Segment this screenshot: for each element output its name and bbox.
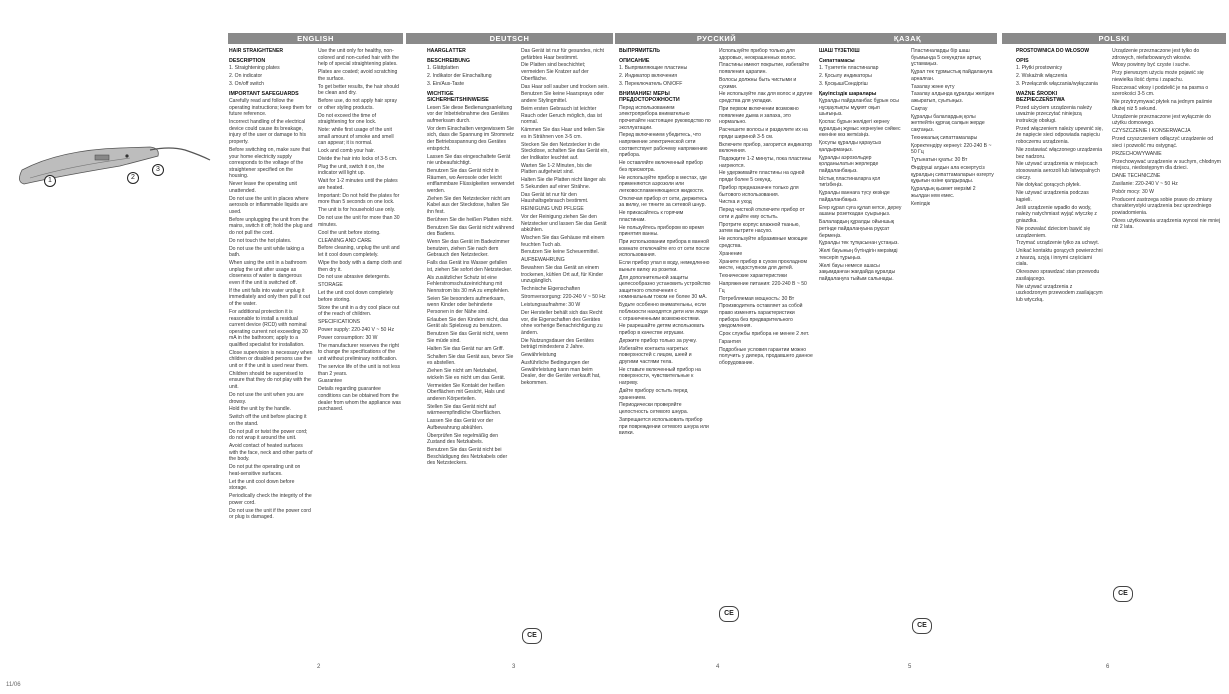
text-line: Das Gerät ist nur für gesundes, nicht gefärbtes Haar bestimmt. [521,48,604,61]
text-line: Тұтынатын қуаты: 30 Вт [911,157,968,164]
text-line: For additional protection it is reasonable to install a residual current device (RCD) with nominal operating current not exceeding 30 mA in the bathroom; apply to a qualified specialist for installation. [229,308,308,348]
text-line: Jeśli urządzenie wpadło do wody, należy natychmiast wyjąć wtyczkę z gniazdka. [1016,204,1097,225]
page-number: 3 [512,664,516,670]
text-line: Before unplugging the unit from the mains, switch it off; hold the plug and do not pull the cord. [229,216,313,236]
text-line: Halten Sie das Gerät nur am Griff. [427,345,504,352]
text-line: Құралды аэрозольдер қолданылатын жерлерде пайдаланбаңыз. [819,154,879,174]
text-line: Do not touch the hot plates. [229,237,292,244]
text-line: При использовании прибора в ванной комнате отключайте его от сети после использования. [619,239,710,259]
safeguards-list-de [427,105,515,467]
text-line: Запрещается использовать прибор при повреждении сетевого шнура или вилки. [619,416,709,437]
text-line: Do not exceed the time of straightening for one lock. [318,112,377,126]
text-line: Do not use abrasive detergents. [318,274,391,281]
text-line: Avoid contact of heated surfaces with the face, neck and other parts of the body. [229,443,313,463]
text-line: Включите прибор, загорится индикатор включения. [719,141,813,155]
page-number: 5 [908,664,912,670]
text-line: При первом включении возможно появление дыма и запаха, это нормально. [719,105,799,126]
text-line: Гарантия [719,338,741,345]
text-line: 2. Indikator der Einschaltung [427,73,492,80]
text-line: Before use, do not apply hair spray or other styling products. [318,98,398,111]
description-list-pl [1016,65,1104,87]
russian-column-2 [719,48,813,668]
text-line: Используйте прибор только для здоровых, неокрашенных волос. [719,48,797,61]
text-line: Cool the unit before storing. [318,229,381,236]
text-line: Nie pozwalać dzieciom bawić się urządzeniem. [1016,225,1091,239]
text-line: 3. On/off switch [229,80,265,87]
page-number: 4 [716,664,720,670]
text-line: Тазалау және күту [911,83,955,90]
text-line: Не удерживайте пластины на одной пряди более 5 секунд. [719,170,805,184]
text-line: Не используйте абразивные моющие средства. [719,236,808,249]
text-line: Unikać kontaktu gorących powierzchni z twarzą, szyją i innymi częściami ciała. [1016,248,1103,268]
corner-print-mark: 11/06 [6,682,21,688]
text-line: Wipe the body with a damp cloth and then dry it. [318,259,402,273]
text-line: Nie używać urządzenia podczas kąpieli. [1016,190,1089,203]
text-line: Note: while first usage of the unit small amount of smoke and smell can appear; it is normal. [318,127,394,147]
text-line: Перед использованием электроприбора внимательно прочитайте настоящее руководство по эксплуатации. [619,104,711,131]
safeguards-list [229,119,313,521]
text-line: Wait for 1-2 minutes until the plates are heated. [318,178,398,191]
text-line: Stromversorgung: 220-240 V ~ 50 Hz [521,294,606,301]
safeguards-heading: IMPORTANT SAFEGUARDS [229,90,299,97]
text-line: Let the unit cool down completely before storing. [318,290,394,303]
product-title-de: HAARGLÄTTER [427,48,466,54]
text-line: Ziehen Sie nicht am Netzkabel, wickeln Sie es nicht um das Gerät. [427,368,506,381]
text-line: Do not use the unit when you are drowsy. [229,391,304,405]
text-line: Falls das Gerät ins Wasser gefallen ist, ziehen Sie sofort den Netzstecker. [427,260,513,273]
section-header-polski: POLSKI [1002,33,1226,44]
text-line: Switch off the unit before placing it on the stand. [229,414,307,427]
text-line: Если прибор упал в воду, немедленно выньте вилку из розетки. [619,260,710,273]
text-line: Хранение [719,250,743,257]
text-line: Important: Do not hold the plates for more than 5 seconds on one lock. [318,192,400,206]
text-line: Stellen Sie das Gerät nicht auf wärmeempfindliche Oberflächen. [427,403,502,417]
text-line: Okresowo sprawdzać stan przewodu zasilającego. [1016,269,1100,282]
text-line: Тазалау алдында құралды желіден ажыратып, суытыңыз. [911,91,995,105]
text-line: Do not put the operating unit on heat-sensitive surfaces. [229,464,301,477]
text-line: Для дополнительной защиты целесообразно установить устройство защитного отключения с номинальным током не более 30 мА. [619,274,711,301]
text-line: Wischen Sie das Gehäuse mit einem feuchten Tuch ab. [521,235,605,248]
text-line: Das Gerät ist nur für den Haushaltsgebrauch bestimmt. [521,191,589,205]
text-line: Избегайте контакта нагретых поверхностей с лицом, шеей и другими частями тела. [619,345,692,365]
text-line: Расчешите волосы и разделите их на пряди шириной 3-5 см. [719,127,808,140]
product-title-kz: ШАШ ТҮЗЕТКІШ [819,48,860,54]
text-line: Қоспас бұрын желідегі кернеу құралдың жұмыс кернеуіне сәйкес екеніне көз жеткізіңіз. [819,119,901,139]
text-line: Құрал тек тұрмыстық пайдалануға арналған. [911,69,993,82]
text-line: Қосулы құралды қараусыз қалдырмаңыз. [819,140,881,153]
text-line: To get better results, the hair should be clean and dry. [318,83,399,97]
russian-column-1 [619,48,711,668]
text-line: Benutzen Sie das Gerät nicht in Räumen, wo Aerosole oder leicht entflammbare Flüssigkeiten verwendet werden. [427,167,515,194]
text-line: Power consumption: 30 W [318,334,378,341]
text-line: Erlauben Sie den Kindern nicht, das Gerät als Spielzeug zu benutzen. [427,316,509,330]
text-line: When using the unit in a bathroom unplug the unit after usage as closeness of water is dangerous even if the unit is switched off. [229,260,307,286]
page-number: 2 [317,664,321,670]
text-line: Держите прибор только за ручку. [619,337,697,344]
safeguards-heading-ru: ВНИМАНИЕ! МЕРЫ ПРЕДОСТОРОЖНОСТИ [619,90,680,104]
text-line: Подождите 1-2 минуты, пока пластины нагреются. [719,155,812,169]
text-line: Let the unit cool down before storage. [229,478,295,492]
text-line: Волосы должны быть чистыми и сухими. [719,76,797,90]
text-line: PRZECHOWYWANIE [1112,150,1162,157]
text-line: Wenn Sie das Gerät im Badezimmer benutzen, ziehen Sie nach dem Gebrauch den Netzstecker. [427,239,510,259]
text-line: Power supply: 220-240 V ~ 50 Hz [318,327,395,334]
text-line: Trzymać urządzenie tylko za uchwyt. [1016,240,1100,247]
text-line: CZYSZCZENIE I KONSERWACJA [1112,128,1191,135]
kazakh-column-2 [911,48,995,668]
text-line: Производитель оставляет за собой право изменять характеристики прибора без предварительного уведомления. [719,303,803,330]
text-line: Vermeiden Sie Kontakt der heißen Oberflächen mit Gesicht, Hals und anderen Körperteilen. [427,382,505,402]
callout-2: 2 [127,172,139,184]
text-line: Nie używać urządzenia w miejscach stosowania aerozoli lub łatwopalnych cieczy. [1016,161,1100,181]
ce-mark-pl: CE [1113,586,1133,602]
text-line: Пластиналарды бір шаш буымында 5 секундтан артық ұстамаңыз. [911,48,981,68]
product-title: HAIR STRAIGHTENER [229,48,284,54]
text-line: 2. Қосылу индикаторы [819,73,872,80]
text-line: Протрите корпус влажной тканью, затем вытрите насухо. [719,221,800,235]
description-list [229,65,313,87]
text-line: Do not use the unit for more than 30 minutes. [318,215,400,228]
text-line: Перед чисткой отключите прибор от сети и дайте ему остыть. [719,207,805,220]
safeguards-list-kz [819,98,903,282]
text-line: Przy pierwszym użyciu może pojawić się niewielka ilość dymu i zapachu. [1112,70,1204,83]
text-line: Die Platten sind beschichtet; vermeiden Sie Kratzer auf der Oberfläche. [521,62,589,82]
text-line: Желі бауының бүтіндігін мерзімді тексеріп тұрыңыз. [819,248,898,261]
text-line: Kämmen Sie das Haar und teilen Sie es in Strähnen von 3-5 cm. [521,127,605,140]
text-line: 3. Przełącznik włączania/wyłączania [1016,80,1098,87]
text-line: Егер құрал суға құлап кетсе, дереу ашаны розеткадан суырыңыз. [819,204,902,218]
text-line: Never leave the operating unit unattended. [229,181,297,194]
text-line: Schalten Sie das Gerät aus, bevor Sie es abstellen. [427,353,514,367]
text-line: Children should be supervised to ensure that they do not play with the unit. [229,370,311,391]
description-heading: DESCRIPTION [229,57,266,64]
text-line: Отключая прибор от сети, держитесь за вилку, не тяните за сетевой шнур. [619,195,708,209]
text-line: Nie zostawiać włączonego urządzenia bez nadzoru. [1016,146,1103,160]
text-line: Przed włączeniem należy upewnić się, że napięcie sieci odpowiada napięciu roboczemu urządzenia. [1016,125,1103,146]
callout-3: 3 [152,164,164,176]
text-line: Benutzen Sie das Gerät nicht, wenn Sie müde sind. [427,331,509,344]
text-line: Будьте особенно внимательны, если поблизости находятся дети или люди с ограниченными возможностями. [619,302,708,322]
text-line: Сақтау [911,105,928,112]
text-line: The unit is for household use only. [318,207,396,214]
text-line: Ziehen Sie den Netzstecker nicht am Kabel aus der Steckdose, halten Sie ihn fest. [427,195,511,215]
text-line: Напряжение питания: 220-240 В ~ 50 Гц [719,281,807,294]
text-line: Benutzen Sie das Gerät nicht bei Beschädigung des Netzkabels oder des Netzsteckers. [427,447,508,467]
text-line: Do not use the unit in places where aerosols or inflammable liquids are used. [229,195,309,215]
ce-mark-de: CE [522,628,542,644]
text-line: Use the unit only for healthy, non-colored and non-curled hair with the help of special straightening plates. [318,48,399,68]
text-line: Не прикасайтесь к горячим пластинам. [619,210,684,223]
text-line: If the unit falls into water unplug it immediately and only then pull it out of the water. [229,287,310,308]
polski-column-1 [1016,48,1104,668]
text-line: Lesen Sie diese Bedienungsanleitung vor der Inbetriebnahme des Gerätes aufmerksam durch. [427,104,513,124]
text-line: Die Nutzungsdauer des Gerätes beträgt mindestens 2 Jahre. [521,337,594,351]
text-line: Құралды тек тұтқасынан ұстаңыз. [819,240,899,247]
kazakh-column-1 [819,48,903,668]
text-line: Store the unit in a dry cool place out of the reach of children. [318,304,400,318]
text-line: 1. Түзететін пластиналар [819,65,879,72]
text-line: Details regarding guarantee conditions can be obtained from the dealer from whom the appliance was purchased. [318,386,401,413]
text-line: Қоректендіру кернеуі: 220-240 В ~ 50 Гц [911,142,992,156]
safeguards-list-ru [619,105,711,437]
text-line: DANE TECHNICZNE [1112,173,1161,180]
text-line: CLEANING AND CARE [318,237,372,244]
text-line: Do not use the unit if the power cord or plug is damaged. [229,507,311,521]
text-line: The manufacturer reserves the right to change the specifications of the unit without preliminary notification. [318,342,399,363]
text-line: Plug the unit, switch it on, the indicator will light up. [318,163,385,177]
text-line: Technische Eigenschaften [521,286,581,293]
text-line: Urządzenie przeznaczone jest wyłącznie do użytku domowego. [1112,113,1211,127]
text-line: Не ставьте включенный прибор на поверхности, чувствительные к нагреву. [619,366,701,387]
text-line: Vor der Reinigung ziehen Sie den Netzstecker und lassen Sie das Gerät abkühlen. [521,213,607,234]
text-line: Benutzen Sie keine Haarsprays oder andere Stylingmittel. [521,91,604,105]
section-header-deutsch: DEUTSCH [406,33,613,44]
text-line: Не оставляйте включенный прибор без присмотра. [619,160,703,173]
text-line: Urządzenie przeznaczone jest tylko do zdrowych, niefarbowanych włosów. [1112,48,1200,61]
text-line: STORAGE [318,282,343,289]
text-line: 1. Płytki prostownicy [1016,65,1063,72]
text-line: Periodically check the integrity of the power cord. [229,493,312,506]
text-line: Als zusätzlicher Schutz ist eine Fehlerstromschutzeinrichtung mit Nennstrom bis 30 mA zu empfehlen. [427,274,510,294]
text-line: Пластины имеют покрытие, избегайте появления царапин. [719,62,810,76]
text-line: Срок службы прибора не менее 2 лет. [719,331,810,338]
text-line: Ausführliche Bedingungen der Gewährleistung kann man beim Dealer, der die Geräte verkauft hat, bekommen. [521,360,601,386]
text-line: Der Hersteller behält sich das Recht vor, die Eigenschaften des Gerätes ohne vorherige Benachrichtigung zu ändern. [521,310,603,336]
text-line: Zasilanie: 220-240 V ~ 50 Hz [1112,180,1178,187]
text-line: Nie przytrzymywać płytek na jednym paśmie dłużej niż 5 sekund. [1112,99,1213,112]
description-heading-kz: Сипаттамасы [819,57,855,64]
text-line: Перед включением убедитесь, что напряжение электрической сети соответствует рабочему напряжению прибора. [619,132,708,159]
product-title-pl: PROSTOWNICA DO WŁOSÓW [1016,48,1090,54]
text-line: Guarantee [318,378,343,385]
text-line: Okres użytkowania urządzenia wynosi nie mniej niż 2 lata. [1112,217,1221,231]
text-line: 3. Қосқыш/Сөндіргіш [819,80,868,87]
text-line: Құралды балалардың қолы жетпейтін құрғақ салқын жерде сақтаңыз. [911,113,985,134]
text-line: Incorrect handling of the electrical device could cause its breakage, injury of the user or damage to his property. [229,119,307,146]
text-line: Не пользуйтесь прибором во время принятия ванны. [619,224,704,238]
text-line: Lock and comb your hair. [318,148,375,155]
text-line: 1. Glättplatten [427,65,459,72]
ce-mark-kz: CE [912,618,932,634]
text-line: 2. Wskaźnik włączenia [1016,73,1068,80]
text-line: Pobór mocy: 30 W [1112,188,1154,195]
text-line: Leistungsaufnahme: 30 W [521,302,581,309]
text-line: Nie dotykać gorących płytek. [1016,182,1081,189]
text-line: Lassen Sie das eingeschaltete Gerät nie unbeaufsichtigt. [427,153,511,167]
safeguards-intro: Carefully read and follow the operating instructions; keep them for future reference. [229,98,312,118]
polski-column-2 [1112,48,1222,668]
text-line: Техникалық сипаттамалары [911,134,978,141]
safeguards-heading-de: WICHTIGE SICHERHEITSHINWEISE [427,90,489,104]
text-line: Benutzen Sie das Gerät nicht während des Badens. [427,224,515,238]
text-line: Warten Sie 1-2 Minuten, bis die Platten aufgeheizt sind. [521,162,592,176]
description-list-kz [819,65,903,87]
text-line: Vor dem Einschalten vergewissern Sie sich, dass die Spannung im Stromnetz der Betriebsspannung des Gerätes entspricht. [427,125,514,152]
product-title-ru: ВЫПРЯМИТЕЛЬ [619,48,660,54]
text-line: Чистка и уход [719,199,752,206]
text-line: Before switching on, make sure that your home electricity supply corresponds to the voltage of the straightener specified on the housing. [229,146,310,180]
text-line: Подробные условия гарантии можно получить у дилера, продавшего данное оборудование. [719,346,813,367]
page-number: 6 [1106,664,1110,670]
text-line: 3. Ein/Aus-Taste [427,80,465,87]
text-line: Lassen Sie das Gerät vor der Aufbewahrung abkühlen. [427,418,494,431]
text-line: Технические характеристики [719,273,787,280]
text-line: The service life of the unit is not less than 2 years. [318,363,401,377]
text-line: Przed użyciem urządzenia należy uważnie przeczytać niniejszą instrukcję obsługi. [1016,104,1092,124]
text-line: 2. Индикатор включения [619,73,677,80]
text-line: Benutzen Sie keine Scheuermittel. [521,249,599,256]
text-line: 3. Переключатель ON/OFF [619,80,683,87]
description-list-ru [619,65,711,87]
straightener-illustration [0,0,228,694]
text-line: Не разрешайте детям использовать прибор в качестве игрушки. [619,323,705,337]
text-line: Балалардың құралды ойыншық ретінде пайдалануына рұқсат бермеңіз. [819,219,894,239]
text-line: Close supervision is necessary when children or disabled persons use the unit or if the unit is used near them. [229,349,313,369]
text-line: Before cleaning, unplug the unit and let it cool down completely. [318,245,400,259]
text-line: Do not use the unit while taking a bath. [229,245,305,259]
text-line: 1. Выпрямляющие пластины [619,65,688,72]
text-line: Өндіруші алдын ала ескертусіз құралдың сипаттамаларын өзгерту құқығын өзіне қалдырады. [911,165,994,185]
text-line: REINIGUNG UND PFLEGE [521,206,584,213]
text-line: Не используйте прибор в местах, где применяются аэрозоли или легковоспламеняющиеся жидкости. [619,174,707,194]
description-heading-de: BESCHREIBUNG [427,57,470,64]
text-line: Do not pull or twist the power cord; do not wrap it around the unit. [229,428,308,442]
text-line: Кепілдік [911,200,930,207]
callout-1: 1 [44,175,56,187]
text-line: Құралдың қызмет мерзімі 2 жылдан кем емес. [911,186,976,199]
text-line: Прибор предназначен только для бытового использования. [719,184,799,198]
text-line: AUFBEWAHRUNG [521,257,565,264]
text-line: Храните прибор в сухом прохладном месте, недоступном для детей. [719,258,807,272]
text-line: Nie używać urządzenia z uszkodzonym przewodem zasilającym lub wtyczką. [1016,283,1103,304]
illustration-panel [0,0,228,694]
text-line: Не используйте лак для волос и другие средства для укладки. [719,91,813,105]
safeguards-list-pl [1016,105,1104,304]
text-line: SPECIFICATIONS [318,319,361,326]
text-line: Halten Sie die Platten nicht länger als 5 Sekunden auf einer Strähne. [521,177,606,190]
text-line: 1. Straightening plates [229,65,280,72]
text-line: Құралды ваннаға түсу кезінде пайдаланбаңыз. [819,190,890,203]
text-line: Przechowywać urządzenie w suchym, chłodnym miejscu, niedostępnym dla dzieci. [1112,158,1221,172]
safeguards-heading-kz: Қауіпсіздік шаралары [819,90,877,97]
text-line: Желі бауы немесе ашасы зақымданған жағдайда құралды пайдалануға тыйым салынады. [819,262,896,282]
text-line: Überprüfen Sie regelmäßig den Zustand des Netzkabels. [427,432,499,446]
text-line: Plates are coated; avoid scratching the surface. [318,69,398,82]
text-line: Berühren Sie die heißen Platten nicht. [427,216,513,223]
text-line: Bewahren Sie das Gerät an einem trockenen, kühlen Ort auf, für Kinder unzugänglich. [521,265,604,285]
english-column-2 [318,48,402,668]
english-column-1 [229,48,313,668]
text-line: Hold the unit by the handle. [229,406,292,413]
text-line: Құралды пайдаланбас бұрын осы нұсқаулықты мұқият оқып шығыңыз. [819,98,899,118]
text-line: Ыстық пластиналарға қол тигізбеңіз. [819,175,881,189]
section-header-russian: РУССКИЙ [615,33,818,44]
ce-mark-ru: CE [719,606,739,622]
text-line: Потребляемая мощность: 30 Вт [719,295,795,302]
text-line: 2. On indicator [229,73,263,80]
section-header-kazakh: ҚАЗАҚ [818,33,997,44]
text-line: Das Haar soll sauber und trocken sein. [521,83,609,90]
text-line: Beim ersten Gebrauch ist leichter Rauch oder Geruch möglich, das ist normal. [521,105,602,126]
text-line: Producent zastrzega sobie prawo do zmiany charakterystyki urządzenia bez uprzedniego powiadomienia. [1112,196,1213,216]
text-line: Rozczesać włosy i podzielić je na pasma o szerokości 3-5 cm. [1112,84,1209,98]
text-line: Stecken Sie den Netzstecker in die Steckdose, schalten Sie das Gerät ein, der Indikator leuchtet auf. [521,141,609,161]
text-line: Gewährleistung [521,352,557,359]
description-list-de [427,65,515,87]
description-heading-ru: ОПИСАНИЕ [619,57,650,64]
deutsch-column-2 [521,48,609,668]
text-line: Периодически проверяйте целостность сетевого шнура. [619,402,689,416]
description-heading-pl: OPIS [1016,57,1029,64]
text-line: Przed czyszczeniem odłączyć urządzenie od sieci i pozwolić mu ostygnąć. [1112,136,1214,149]
text-line: Divide the hair into locks of 3-5 cm. [318,155,398,162]
text-line: Дайте прибору остыть перед хранением. [619,387,688,401]
text-line: Seien Sie besonders aufmerksam, wenn Kinder oder behinderte Personen in der Nähe sind. [427,295,505,315]
section-header-english: ENGLISH [228,33,403,44]
deutsch-column-1 [427,48,515,668]
safeguards-heading-pl: WAŻNE ŚRODKI BEZPIECZEŃSTWA [1016,90,1065,104]
text-line: Włosy powinny być czyste i suche. [1112,62,1191,69]
